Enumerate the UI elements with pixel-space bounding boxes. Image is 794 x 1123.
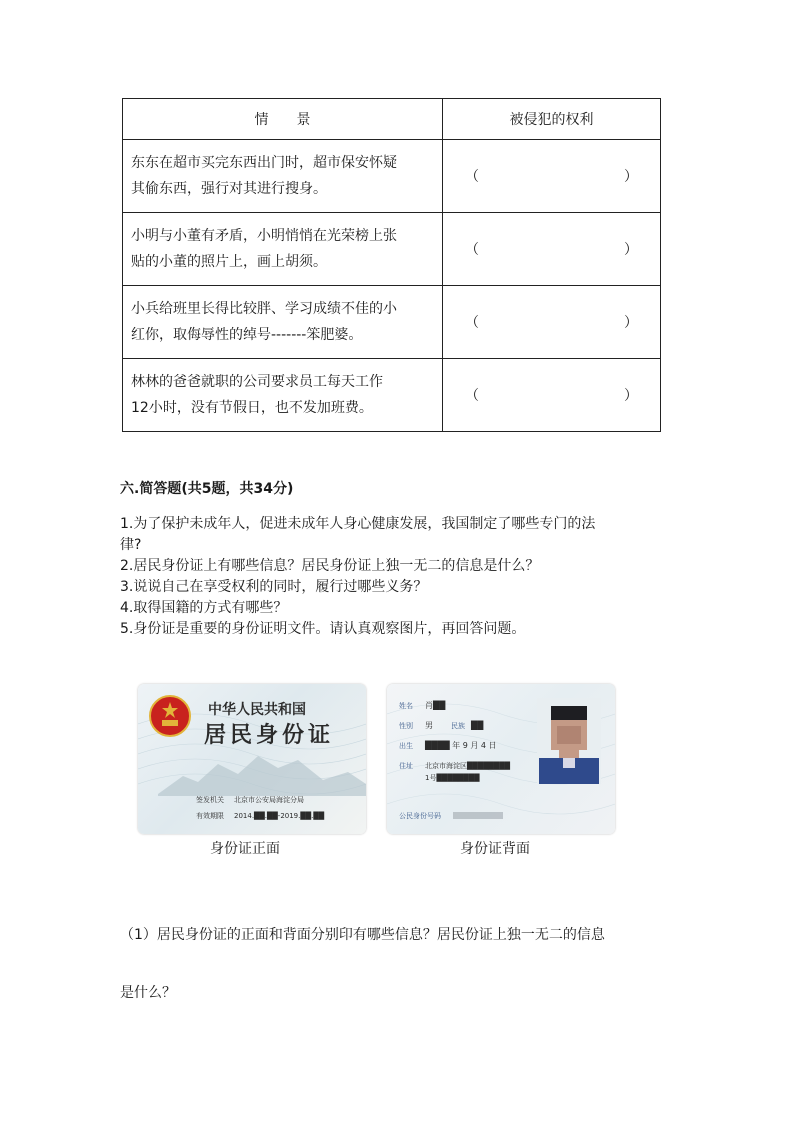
id-card-back [387, 684, 615, 834]
paren-open: （ [465, 388, 479, 404]
id-back-birth-value: ████ 年 9 月 4 日 [425, 741, 497, 750]
header-violated-right: 被侵犯的权利 [443, 99, 661, 140]
scene-line: 林林的爸爸就职的公司要求员工每天工作 [131, 374, 383, 390]
scene-line: 小明与小董有矛盾，小明悄悄在光荣榜上张 [131, 228, 397, 244]
rights-table [122, 98, 661, 432]
portrait-photo [537, 698, 601, 784]
sub-question-1: （1）居民身份证的正面和背面分别印有哪些信息？居民份证上独一无二的信息 [120, 927, 605, 943]
national-emblem-icon [150, 696, 190, 736]
table-row [123, 213, 661, 286]
question-item: 4.取得国籍的方式有哪些？ [120, 600, 288, 616]
section-title: 六.简答题(共5题，共34分) [120, 481, 294, 497]
id-back-ethnic-value: ██ [471, 721, 484, 730]
id-front-graphic [138, 684, 366, 834]
paren-close: ） [624, 242, 638, 258]
id-front-validity-label: 有效期限 [196, 812, 224, 820]
id-back-address-label: 住址 [399, 762, 413, 770]
id-front-validity-value: 2014.██.██-2019.██.██ [234, 812, 325, 820]
table-header-row [123, 99, 661, 140]
caption-front: 身份证正面 [210, 841, 280, 857]
question-item: 3.说说自己在享受权利的同时，履行过哪些义务？ [120, 579, 428, 595]
scene-line: 贴的小董的照片上，画上胡须。 [131, 254, 327, 270]
question-item: 律? [120, 537, 142, 553]
table-row [123, 286, 661, 359]
scene-line: 红你，取侮辱性的绰号-------笨肥婆。 [131, 327, 363, 343]
id-back-idno-label: 公民身份号码 [399, 812, 441, 820]
answer-blank[interactable] [443, 213, 661, 286]
id-back-graphic [387, 684, 615, 834]
table-row [123, 359, 661, 432]
paren-close: ） [624, 169, 638, 185]
scene-line: 12小时，没有节假日，也不发加班费。 [131, 400, 373, 416]
scene-cell [123, 359, 443, 432]
id-front-title: 居民身份证 [204, 722, 335, 748]
answer-blank[interactable] [443, 286, 661, 359]
answer-blank[interactable] [443, 140, 661, 213]
scene-cell [123, 213, 443, 286]
id-number-blur [453, 812, 503, 819]
paren-close: ） [624, 315, 638, 331]
paren-open: （ [465, 315, 479, 331]
question-list [120, 514, 680, 640]
id-front-authority-value: 北京市公安局海淀分局 [234, 796, 304, 804]
scene-line: 东东在超市买完东西出门时，超市保安怀疑 [131, 155, 397, 171]
id-card-figure [138, 684, 618, 864]
id-front-country: 中华人民共和国 [208, 702, 306, 718]
id-back-birth-label: 出生 [399, 742, 413, 750]
id-back-address-line2: 1号████████ [425, 774, 480, 782]
id-card-front [138, 684, 366, 834]
scene-cell [123, 140, 443, 213]
id-back-address-line1: 北京市海淀区████████ [425, 762, 511, 770]
scene-cell [123, 286, 443, 359]
id-back-ethnic-label: 民族 [451, 722, 465, 730]
id-back-name-value: 肖██ [425, 701, 446, 710]
id-back-name-label: 姓名 [399, 702, 413, 710]
scene-line: 小兵给班里长得比较胖、学习成绩不佳的小 [131, 301, 397, 317]
table-row [123, 140, 661, 213]
caption-back: 身份证背面 [460, 841, 530, 857]
id-back-sex-value: 男 [425, 721, 433, 730]
question-item: 1.为了保护未成年人，促进未成年人身心健康发展，我国制定了哪些专门的法 [120, 516, 596, 532]
sub-question-1-cont: 是什么？ [120, 985, 176, 1001]
question-item: 5.身份证是重要的身份证明文件。请认真观察图片，再回答问题。 [120, 621, 526, 637]
paren-open: （ [465, 169, 479, 185]
id-front-authority-label: 签发机关 [196, 796, 224, 804]
header-scene: 情 景 [123, 99, 443, 140]
id-back-sex-label: 性别 [399, 722, 413, 730]
question-item: 2.居民身份证上有哪些信息？居民身份证上独一无二的信息是什么？ [120, 558, 540, 574]
scene-line: 其偷东西，强行对其进行搜身。 [131, 181, 327, 197]
answer-blank[interactable] [443, 359, 661, 432]
paren-close: ） [624, 388, 638, 404]
paren-open: （ [465, 242, 479, 258]
